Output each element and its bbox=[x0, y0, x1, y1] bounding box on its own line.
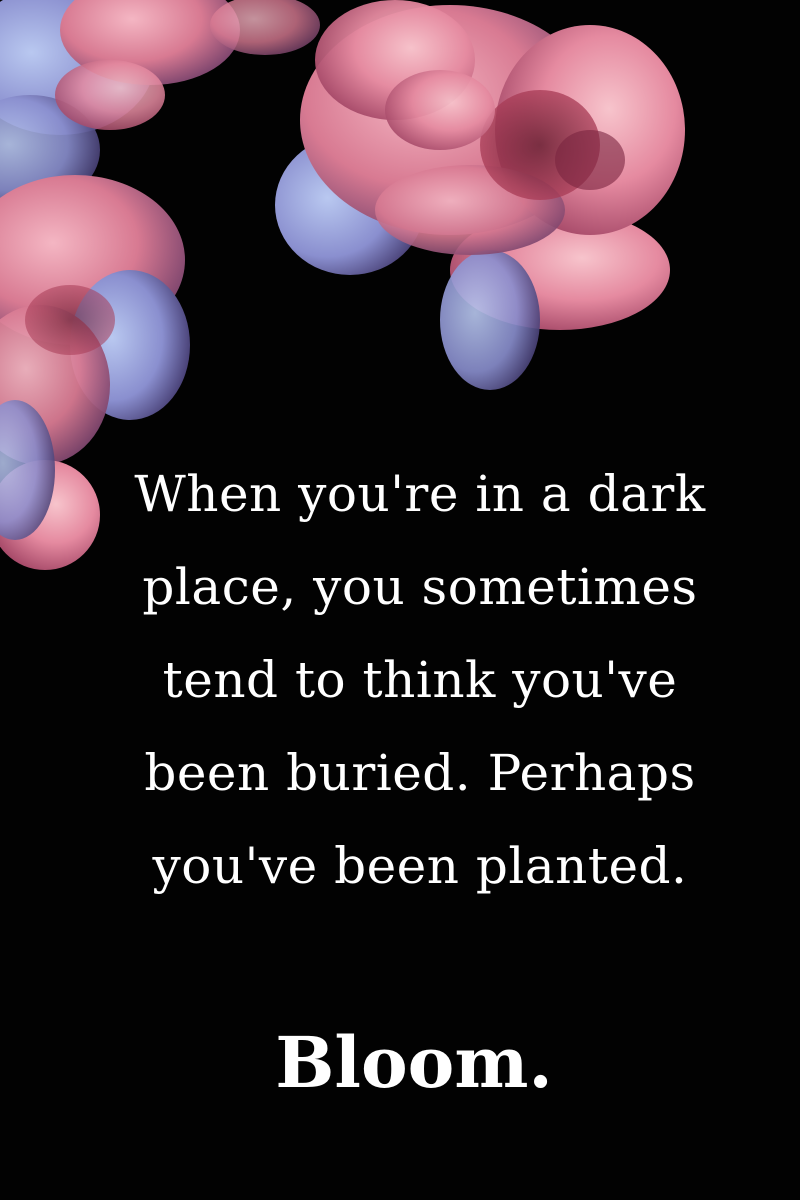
quote-line: been buried. Perhaps bbox=[144, 744, 696, 802]
quote-text bbox=[100, 448, 740, 913]
rose-top-left bbox=[0, 0, 320, 205]
quote-line: place, you sometimes bbox=[142, 558, 698, 616]
quote-line: you've been planted. bbox=[152, 837, 688, 895]
quote-line: tend to think you've bbox=[162, 651, 678, 709]
quote-line: When you're in a dark bbox=[134, 465, 706, 523]
tagline: Bloom. bbox=[275, 1021, 553, 1104]
rose-top-right bbox=[275, 0, 685, 390]
